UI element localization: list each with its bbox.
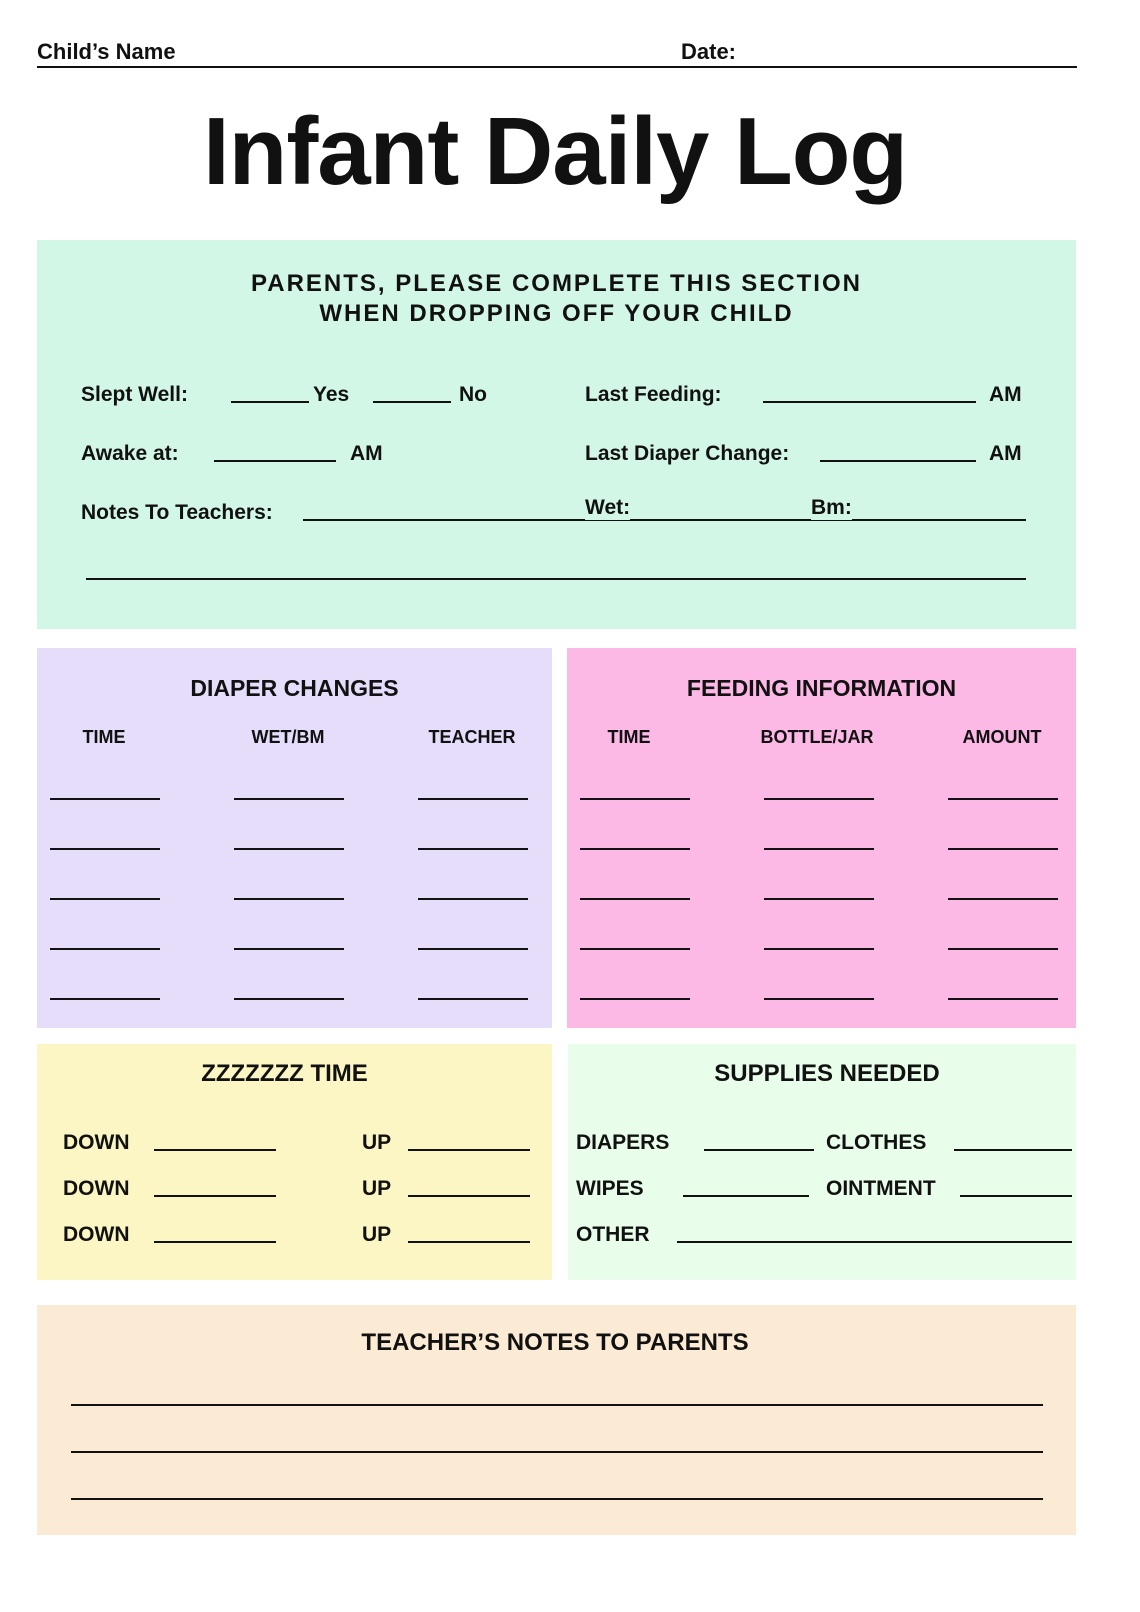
diaper-entry-field[interactable] xyxy=(234,948,344,950)
parents-heading-line2: WHEN DROPPING OFF YOUR CHILD xyxy=(319,300,794,327)
feeding-entry-field[interactable] xyxy=(764,798,874,800)
feeding-entry-field[interactable] xyxy=(764,848,874,850)
diapers-label: DIAPERS xyxy=(576,1131,670,1154)
down-label-1: DOWN xyxy=(63,1131,130,1154)
awake-am-label: AM xyxy=(350,442,383,465)
up-label-2: UP xyxy=(362,1177,392,1200)
feeding-entry-field[interactable] xyxy=(764,898,874,900)
feeding-entry-field[interactable] xyxy=(764,948,874,950)
teacher-notes-line-2[interactable] xyxy=(71,1451,1043,1453)
awake-at-label: Awake at: xyxy=(81,442,179,465)
diaper-entry-field[interactable] xyxy=(234,898,344,900)
teacher-notes-section xyxy=(37,1305,1076,1535)
diaper-entry-field[interactable] xyxy=(234,998,344,1000)
sleep-time-title: ZZZZZZZ TIME xyxy=(201,1060,368,1087)
ointment-label: OINTMENT xyxy=(826,1177,936,1200)
up-field-3[interactable] xyxy=(408,1241,530,1243)
child-name-label: Child’s Name xyxy=(37,39,176,64)
ointment-field[interactable] xyxy=(960,1195,1072,1197)
feeding-entry-field[interactable] xyxy=(580,998,690,1000)
up-field-1[interactable] xyxy=(408,1149,530,1151)
feeding-col-amount: AMOUNT xyxy=(962,727,1042,747)
diaper-changes-title: DIAPER CHANGES xyxy=(190,675,399,701)
diaper-entry-field[interactable] xyxy=(418,848,528,850)
down-field-3[interactable] xyxy=(154,1241,276,1243)
up-label-3: UP xyxy=(362,1223,392,1246)
child-name-field[interactable] xyxy=(37,66,1077,68)
clothes-field[interactable] xyxy=(954,1149,1072,1151)
page-title: Infant Daily Log xyxy=(203,98,907,205)
down-field-1[interactable] xyxy=(154,1149,276,1151)
wipes-label: WIPES xyxy=(576,1177,644,1200)
other-field[interactable] xyxy=(677,1241,1072,1243)
diaper-entry-field[interactable] xyxy=(50,798,160,800)
bm-label: Bm: xyxy=(811,496,852,519)
diaper-entry-field[interactable] xyxy=(418,948,528,950)
diaper-entry-field[interactable] xyxy=(50,948,160,950)
diaper-entry-field[interactable] xyxy=(50,898,160,900)
feeding-entry-field[interactable] xyxy=(580,948,690,950)
feeding-entry-field[interactable] xyxy=(948,948,1058,950)
feeding-entry-field[interactable] xyxy=(580,898,690,900)
diaper-entry-field[interactable] xyxy=(234,798,344,800)
teacher-notes-line-3[interactable] xyxy=(71,1498,1043,1500)
notes-to-teachers-field[interactable] xyxy=(303,519,1026,521)
diaper-entry-field[interactable] xyxy=(418,898,528,900)
down-label-2: DOWN xyxy=(63,1177,130,1200)
diaper-entry-field[interactable] xyxy=(50,848,160,850)
feeding-entry-field[interactable] xyxy=(948,898,1058,900)
feeding-entry-field[interactable] xyxy=(948,798,1058,800)
clothes-label: CLOTHES xyxy=(826,1131,927,1154)
feeding-information-section xyxy=(567,648,1076,1028)
up-label-1: UP xyxy=(362,1131,392,1154)
down-field-2[interactable] xyxy=(154,1195,276,1197)
feeding-entry-field[interactable] xyxy=(580,848,690,850)
awake-at-field[interactable] xyxy=(214,460,336,462)
parents-section xyxy=(37,240,1076,629)
last-feeding-field[interactable] xyxy=(763,401,976,403)
diaper-changes-section xyxy=(37,648,552,1028)
down-label-3: DOWN xyxy=(63,1223,130,1246)
last-diaper-change-label: Last Diaper Change: xyxy=(585,442,790,465)
notes-to-teachers-field-2[interactable] xyxy=(86,578,1026,580)
slept-well-no-field[interactable] xyxy=(373,401,451,403)
parents-heading-line1: PARENTS, PLEASE COMPLETE THIS SECTION xyxy=(251,270,862,297)
wet-label: Wet: xyxy=(585,496,631,519)
feeding-information-title: FEEDING INFORMATION xyxy=(686,675,957,701)
feeding-col-time: TIME xyxy=(607,727,651,747)
diaper-entry-field[interactable] xyxy=(234,848,344,850)
date-label: Date: xyxy=(681,39,737,64)
diaper-entry-field[interactable] xyxy=(418,798,528,800)
diaper-col-wetbm: WET/BM xyxy=(251,727,325,747)
supplies-needed-section xyxy=(568,1044,1076,1280)
teacher-notes-line-1[interactable] xyxy=(71,1404,1043,1406)
slept-well-label: Slept Well: xyxy=(81,383,188,406)
last-diaper-change-field[interactable] xyxy=(820,460,976,462)
no-label: No xyxy=(459,383,487,406)
diaper-entry-field[interactable] xyxy=(418,998,528,1000)
yes-label: Yes xyxy=(313,383,350,406)
feeding-entry-field[interactable] xyxy=(580,798,690,800)
last-diaper-am-label: AM xyxy=(989,442,1022,465)
sleep-time-section xyxy=(37,1044,552,1280)
feeding-entry-field[interactable] xyxy=(948,998,1058,1000)
feeding-entry-field[interactable] xyxy=(948,848,1058,850)
diaper-entry-field[interactable] xyxy=(50,998,160,1000)
feeding-entry-field[interactable] xyxy=(764,998,874,1000)
slept-well-yes-field[interactable] xyxy=(231,401,309,403)
supplies-needed-title: SUPPLIES NEEDED xyxy=(714,1060,940,1087)
last-feeding-label: Last Feeding: xyxy=(585,383,722,406)
diaper-col-time: TIME xyxy=(82,727,126,747)
diapers-field[interactable] xyxy=(704,1149,814,1151)
other-label: OTHER xyxy=(576,1223,650,1246)
diaper-col-teacher: TEACHER xyxy=(428,727,516,747)
wipes-field[interactable] xyxy=(683,1195,809,1197)
teacher-notes-title: TEACHER’S NOTES TO PARENTS xyxy=(361,1329,749,1356)
notes-to-teachers-label: Notes To Teachers: xyxy=(81,501,273,524)
feeding-col-bottle-jar: BOTTLE/JAR xyxy=(760,727,874,747)
up-field-2[interactable] xyxy=(408,1195,530,1197)
last-feeding-am-label: AM xyxy=(989,383,1022,406)
